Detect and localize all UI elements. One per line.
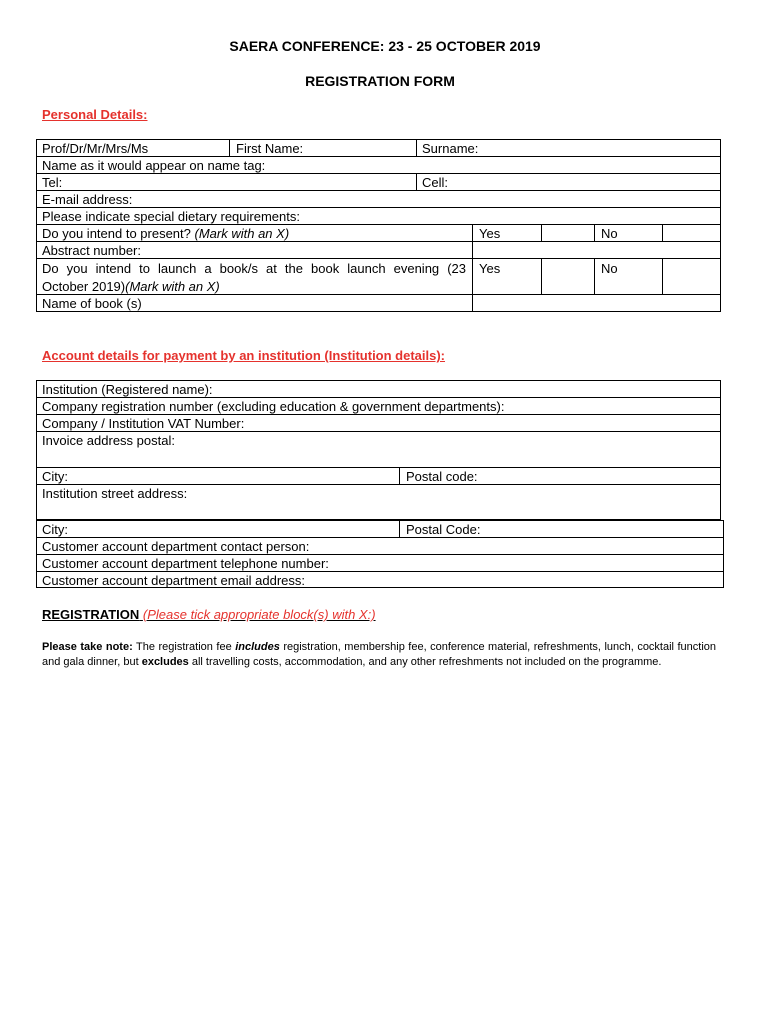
- tel-field[interactable]: Tel:: [42, 175, 63, 190]
- conference-title: SAERA CONFERENCE: 23 - 25 OCTOBER 2019: [229, 38, 541, 54]
- invoice-postal-code-field[interactable]: Postal code:: [406, 469, 478, 484]
- contact-person-field[interactable]: Customer account department contact person:: [42, 539, 310, 554]
- book-yes-checkbox[interactable]: [542, 259, 594, 294]
- present-no-checkbox[interactable]: [663, 225, 720, 241]
- registration-heading: REGISTRATION (Please tick appropriate block(s) with X:): [42, 607, 376, 622]
- name-tag-field[interactable]: Name as it would appear on name tag:: [42, 158, 266, 173]
- cell-field[interactable]: Cell:: [422, 175, 449, 190]
- title-field-label: Prof/Dr/Mr/Mrs/Ms: [42, 141, 149, 156]
- street-city-field[interactable]: City:: [42, 522, 68, 537]
- vat-number-field[interactable]: Company / Institution VAT Number:: [42, 416, 245, 431]
- contact-email-field[interactable]: Customer account department email address:: [42, 573, 306, 588]
- street-address-field[interactable]: Institution street address:: [42, 486, 188, 501]
- first-name-field[interactable]: First Name:: [236, 141, 304, 156]
- invoice-address-field[interactable]: Invoice address postal:: [42, 433, 175, 448]
- book-yes-label: Yes: [479, 261, 501, 276]
- registration-subheading: (Please tick appropriate block(s) with X:): [142, 607, 376, 622]
- surname-field[interactable]: Surname:: [422, 141, 479, 156]
- present-question: Do you intend to present? (Mark with an X): [42, 226, 290, 241]
- company-registration-field[interactable]: Company registration number (excluding education & government departments):: [42, 399, 505, 414]
- present-no-label: No: [601, 226, 618, 241]
- institution-name-field[interactable]: Institution (Registered name):: [42, 382, 213, 397]
- book-no-checkbox[interactable]: [663, 259, 720, 294]
- personal-details-heading: Personal Details:: [42, 107, 148, 122]
- institution-details-heading: Account details for payment by an institution (Institution details):: [42, 348, 446, 363]
- present-yes-checkbox[interactable]: [542, 225, 594, 241]
- dietary-requirements-field[interactable]: Please indicate special dietary requirements:: [42, 209, 300, 224]
- contact-telephone-field[interactable]: Customer account department telephone number:: [42, 556, 329, 571]
- street-postal-code-field[interactable]: Postal Code:: [406, 522, 481, 537]
- form-title: REGISTRATION FORM: [305, 73, 455, 89]
- book-name-field[interactable]: Name of book (s): [42, 296, 142, 311]
- abstract-number-field[interactable]: Abstract number:: [42, 243, 141, 258]
- book-launch-question-line2: October 2019)(Mark with an X): [42, 279, 220, 294]
- book-launch-question-line1: Do you intend to launch a book/s at the book launch evening (23: [42, 261, 466, 276]
- email-field[interactable]: E-mail address:: [42, 192, 133, 207]
- book-no-label: No: [601, 261, 618, 276]
- registration-note: Please take note: The registration fee includes registration, membership fee, conference material, refreshments, lunch, cocktail function and gala dinner, but excludes all travelling costs, accommodation, and any other refreshments not included on the programme.: [42, 641, 717, 668]
- present-yes-label: Yes: [479, 226, 501, 241]
- invoice-city-field[interactable]: City:: [42, 469, 68, 484]
